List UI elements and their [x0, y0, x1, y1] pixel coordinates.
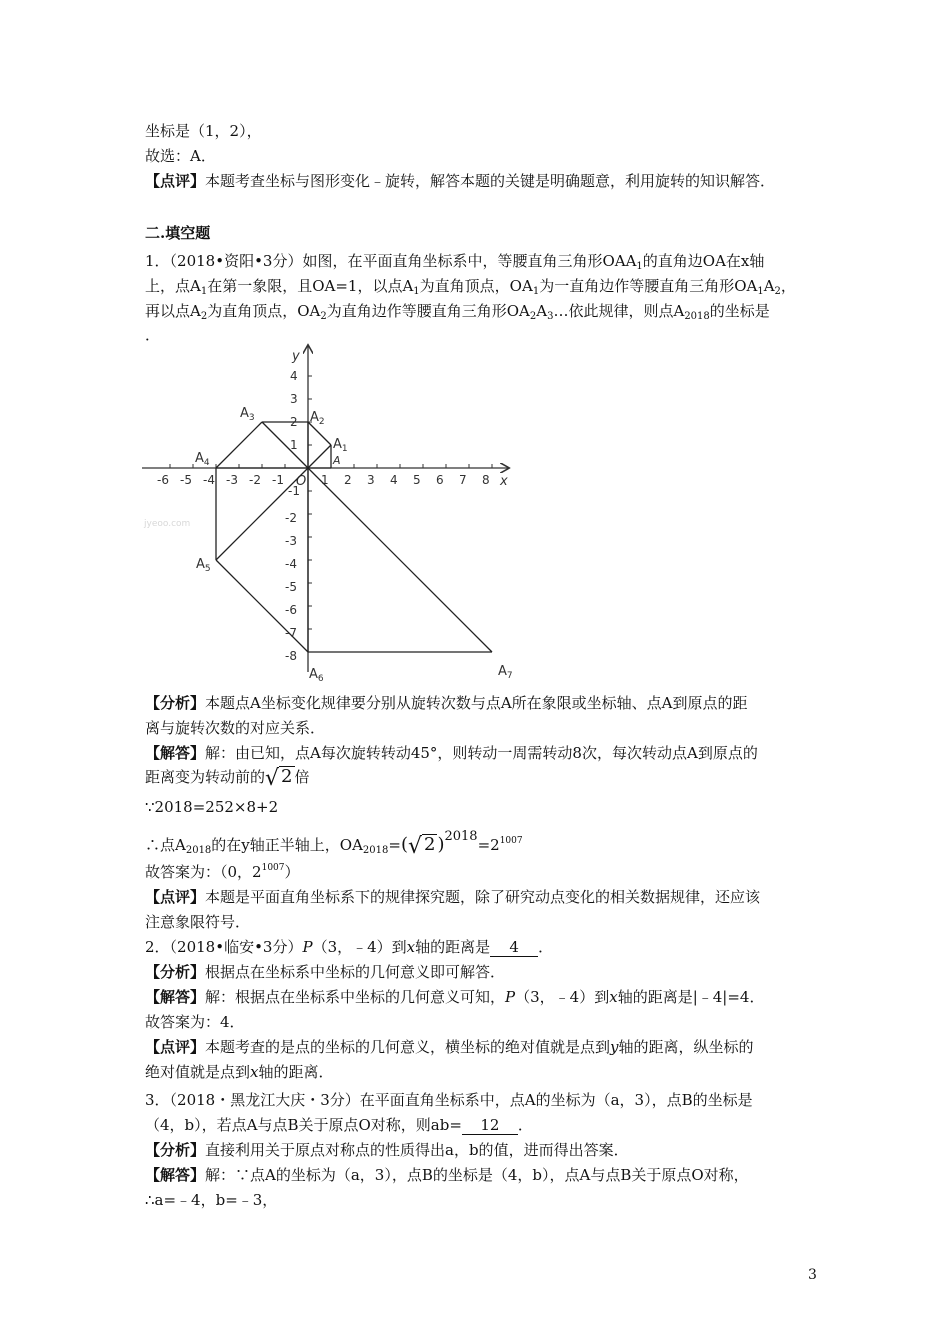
axis-tick-labels — [157, 369, 490, 663]
x-axis-label: x — [500, 474, 508, 489]
question-3-line: 3．（2018・黑龙江大庆・3分）在平面直角坐标系中，点A的坐标为（a，3），点B的坐标是 — [145, 1091, 753, 1109]
point-label-A6: $A_6$ — [309, 667, 324, 684]
y-tick-label: -2 — [285, 511, 297, 525]
solution-line: 【解答】解：由已知，点A每次旋转转动45°，则转动一周需转动8次，每次转动点A到原点的 — [145, 744, 758, 762]
solution-line: ∴a=﹣4，b=﹣3， — [145, 1191, 278, 1209]
question-1-line: 上，点$A_1$在第一象限，且OA=1，以点$A_1$为直角顶点，$OA_1$为一直角边作等腰直角三角形$OA_1A_2$， — [145, 277, 796, 297]
solution-line: 故答案为：（0，$2^{1007}$） — [145, 863, 300, 881]
comment-line: 绝对值就是点到x轴的距离． — [145, 1063, 334, 1081]
y-tick-label: -5 — [285, 580, 297, 594]
x-tick-label: -1 — [272, 473, 284, 487]
sqrt-expression: √ 2 — [407, 834, 436, 859]
y-tick-label: -1 — [288, 484, 300, 498]
point-label-A7: $A_7$ — [498, 664, 513, 681]
x-tick-label: 3 — [367, 473, 375, 487]
question-3-line: （4，b），若点A与点B关于原点O对称，则ab= 12 ． — [145, 1116, 533, 1134]
segment-O-A7 — [308, 468, 492, 652]
coordinate-figure — [140, 340, 520, 685]
x-tick-label: -4 — [203, 473, 215, 487]
point-label-A2: $A_2$ — [310, 410, 325, 427]
solution-line: 【解答】解：根据点在坐标系中坐标的几何意义可知，P（3，﹣4）到x轴的距离是|﹣4|=4． — [145, 988, 765, 1006]
analysis-line: 离与旋转次数的对应关系． — [145, 719, 326, 737]
solution-line: ∵2018=252×8+2 — [145, 798, 279, 816]
y-tick-label: 1 — [290, 438, 298, 452]
comment-line: 【点评】本题是平面直角坐标系下的规律探究题，除了研究动点变化的相关数据规律，还应该 — [145, 888, 761, 906]
segment-O-A1 — [308, 445, 331, 468]
x-tick-label: 1 — [321, 473, 329, 487]
point-label-A3: $A_3$ — [240, 406, 255, 423]
point-label-A1: $A_1$ — [333, 437, 348, 454]
comment-line: 注意象限符号． — [145, 913, 251, 931]
y-tick-label: -4 — [285, 557, 297, 571]
solution-line: 距离变为转动前的√ 2 倍 — [145, 766, 310, 791]
x-tick-label: 7 — [459, 473, 467, 487]
y-tick-label: 4 — [290, 369, 298, 383]
x-tick-label: 5 — [413, 473, 421, 487]
y-tick-label: -7 — [285, 626, 297, 640]
y-tick-label: -8 — [285, 649, 297, 663]
x-tick-label: 6 — [436, 473, 444, 487]
y-tick-label: 3 — [290, 392, 298, 406]
text-line: 故选：A． — [145, 147, 216, 165]
analysis-line: 【分析】直接利用关于原点对称点的性质得出a，b的值，进而得出答案． — [145, 1141, 629, 1159]
y-tick-label: -6 — [285, 603, 297, 617]
solution-line: 【解答】解：∵点A的坐标为（a，3），点B的坐标是（4，b），点A与点B关于原点O对称， — [145, 1166, 749, 1184]
point-label-A4: $A_4$ — [195, 451, 210, 468]
x-tick-label: 4 — [390, 473, 398, 487]
x-tick-label: -2 — [249, 473, 261, 487]
x-tick-label: -3 — [226, 473, 238, 487]
comment-line: 【点评】本题考查坐标与图形变化﹣旋转，解答本题的关键是明确题意，利用旋转的知识解答． — [145, 172, 776, 190]
comment-line: 【点评】本题考查的是点的坐标的几何意义，横坐标的绝对值就是点到y轴的距离，纵坐标的 — [145, 1038, 754, 1056]
point-labels — [195, 406, 513, 684]
question-1-line: 1．（2018•资阳•3分）如图，在平面直角坐标系中，等腰直角三角形$OAA_1$的直角边OA在x轴 — [145, 252, 765, 272]
analysis-line: 【分析】根据点在坐标系中坐标的几何意义即可解答． — [145, 963, 506, 981]
y-axis-label: y — [292, 349, 300, 364]
segment-O-A3 — [262, 422, 308, 468]
answer-blank: 12 — [462, 1116, 518, 1135]
analysis-line: 【分析】本题点A坐标变化规律要分别从旋转次数与点A所在象限或坐标轴、点A到原点的距 — [145, 694, 748, 712]
y-tick-label: -3 — [285, 534, 297, 548]
question-1-line: 再以点$A_2$为直角顶点，$OA_2$为直角边作等腰直角三角形$OA_2A_3\dots$依此规律，则点$A_{2018}$的坐标是 — [145, 302, 770, 322]
point-label-A5: $A_5$ — [196, 557, 211, 574]
axis-ticks — [170, 376, 492, 652]
triangle-segments — [216, 422, 492, 652]
solution-line: 故答案为：4． — [145, 1013, 245, 1031]
y-tick-label: 2 — [290, 415, 298, 429]
answer-blank: 4 — [490, 938, 538, 957]
sqrt-expression: √ 2 — [265, 766, 293, 791]
x-tick-label: 2 — [344, 473, 352, 487]
point-label-A: A — [333, 454, 341, 467]
solution-line: ∴点$A_{2018}$的在y轴正半轴上，$OA_{2018}=(√$ 2 )$2018=2^{1007}$ — [145, 829, 523, 859]
question-1-line: ． — [145, 326, 161, 344]
origin-label: O — [296, 474, 307, 489]
watermark: jyeoo.com — [144, 519, 191, 529]
question-2-line: 2．（2018•临安•3分）P（3，﹣4）到x轴的距离是 4 ． — [145, 938, 554, 956]
section-heading: 二.填空题 — [145, 224, 211, 242]
x-tick-label: -5 — [180, 473, 192, 487]
page-number: 3 — [808, 1267, 817, 1283]
x-tick-label: -6 — [157, 473, 169, 487]
x-tick-label: 8 — [482, 473, 490, 487]
segment-A3-A4 — [216, 422, 262, 468]
text-line: 坐标是（1，2）， — [145, 122, 262, 140]
